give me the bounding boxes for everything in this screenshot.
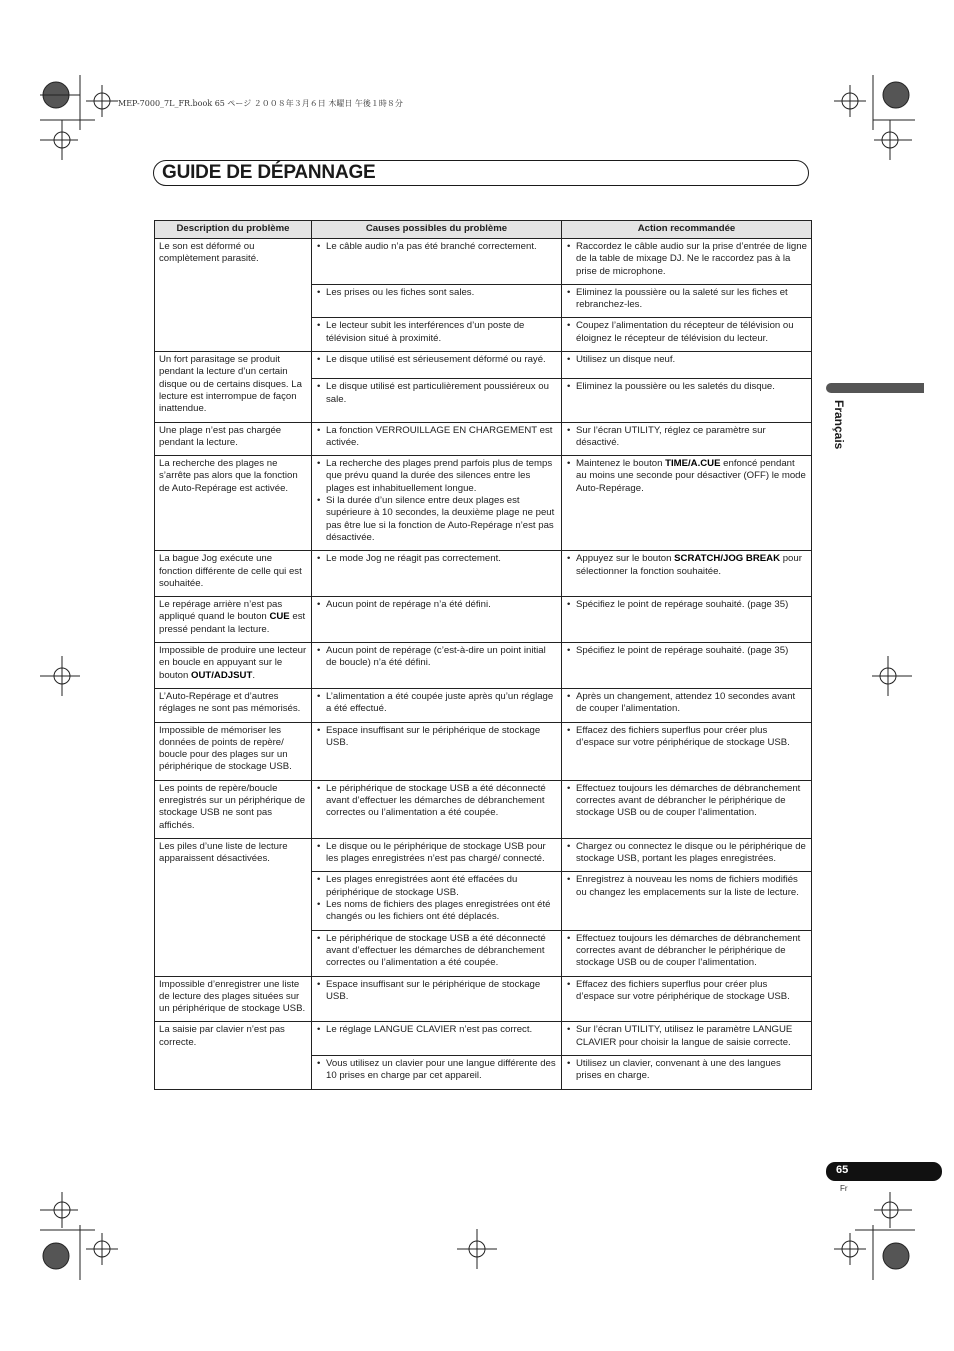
action-cell	[562, 284, 812, 318]
troubleshooting-table	[154, 220, 812, 1090]
action-item: • Effectuez toujours les démarches de débranchement correctes avant de débrancher le périphérique de stockage USB ou de couper l’alimentation.	[566, 933, 807, 970]
section-title-bar	[153, 160, 809, 186]
problem-description: Le son est déformé ou complètement parasité.	[155, 239, 312, 352]
table-row	[155, 597, 812, 643]
table-row	[155, 688, 812, 722]
cause-item: • Si la durée d’un silence entre deux plages est supérieure à 10 secondes, la deuxième plage ne peut pas être lue si la fonction de Auto-Repérage n’est pas désactivée.	[316, 495, 557, 544]
cause-cell	[312, 597, 562, 643]
table-row	[155, 643, 812, 689]
button-name: CUE	[269, 611, 290, 623]
cause-cell	[312, 722, 562, 780]
cause-cell	[312, 352, 562, 379]
cause-cell	[312, 318, 562, 352]
cause-item: • Les plages enregistrées aont été effacées du périphérique de stockage USB.	[316, 874, 557, 899]
desc-text: .	[252, 669, 255, 681]
action-item: • Sur l’écran UTILITY, réglez ce paramètre sur désactivé.	[566, 425, 807, 450]
language-label-text: Français	[832, 400, 846, 450]
crosshair-icon	[54, 668, 70, 684]
table-row	[155, 838, 812, 872]
desc-text: Le repérage arrière n’est pas appliqué quand le bouton	[159, 599, 283, 623]
problem-description: L’Auto-Repérage et d’autres réglages ne sont pas mémorisés.	[155, 688, 312, 722]
action-item	[566, 553, 807, 578]
problem-description: La saisie par clavier n’est pas correcte.	[155, 1022, 312, 1089]
cause-cell	[312, 379, 562, 422]
button-name: SCRATCH/JOG BREAK	[674, 553, 781, 565]
cause-item: • Espace insuffisant sur le périphérique de stockage USB.	[316, 725, 557, 750]
page-language-code: Fr	[840, 1184, 848, 1193]
crosshair-icon	[882, 132, 898, 148]
action-item: • Spécifiez le point de repérage souhaité. (page 35)	[566, 645, 807, 657]
action-item: • Utilisez un clavier, convenant à une des langues prises en charge.	[566, 1058, 807, 1083]
action-cell	[562, 722, 812, 780]
cause-item: • La recherche des plages prend parfois plus de temps que prévu quand la durée des silences entre les plages est inhabituellement longue.	[316, 458, 557, 495]
action-cell	[562, 379, 812, 422]
table-row	[155, 976, 812, 1022]
action-cell	[562, 597, 812, 643]
action-cell	[562, 688, 812, 722]
register-disc-icon	[883, 1243, 909, 1269]
cause-cell	[312, 422, 562, 456]
cause-item: • Aucun point de repérage n’a été défini.	[316, 599, 557, 611]
crosshair-icon	[842, 1241, 858, 1257]
crosshair-icon	[94, 1241, 110, 1257]
cause-cell	[312, 551, 562, 597]
action-cell	[562, 780, 812, 838]
cause-cell	[312, 930, 562, 976]
cause-cell	[312, 780, 562, 838]
crosshair-icon	[880, 668, 896, 684]
action-text: Appuyez sur le bouton	[576, 553, 675, 565]
problem-description: La bague Jog exécute une fonction différente de celle qui est souhaitée.	[155, 551, 312, 597]
action-text: enfoncé pendant au moins une seconde pour désactiver (OFF) le mode Auto-Repérage.	[576, 458, 806, 494]
action-cell	[562, 838, 812, 872]
desc-text: est pressé pendant la lecture.	[159, 611, 306, 635]
cause-item: • Le disque utilisé est particulièrement poussiéreux ou sale.	[316, 381, 557, 406]
action-item: • Eliminez la poussière ou les saletés du disque.	[566, 381, 807, 393]
action-item: • Après un changement, attendez 10 secondes avant de couper l’alimentation.	[566, 691, 807, 716]
column-header: Action recommandée	[562, 221, 812, 239]
table-row	[155, 422, 812, 456]
table-row	[155, 1022, 812, 1056]
button-name: OUT/ADJSUT	[191, 669, 253, 681]
language-tab	[826, 383, 924, 393]
cause-cell	[312, 1056, 562, 1090]
crosshair-icon	[54, 132, 70, 148]
cause-item: • Les noms de fichiers des plages enregistrées ont été changés ou les fichiers ont été déplacés.	[316, 899, 557, 924]
action-cell	[562, 352, 812, 379]
table-header-row	[155, 221, 812, 239]
cause-cell	[312, 1022, 562, 1056]
action-cell	[562, 1056, 812, 1090]
action-cell	[562, 976, 812, 1022]
action-cell	[562, 872, 812, 930]
column-header: Description du problème	[155, 221, 312, 239]
crosshair-icon	[94, 93, 110, 109]
cause-item: • L’alimentation a été coupée juste après qu’un réglage a été effectué.	[316, 691, 557, 716]
action-cell	[562, 239, 812, 285]
cause-item: • Espace insuffisant sur le périphérique de stockage USB.	[316, 979, 557, 1004]
cause-cell	[312, 872, 562, 930]
cause-item: • La fonction VERROUILLAGE EN CHARGEMENT est activée.	[316, 425, 557, 450]
action-item: • Enregistrez à nouveau les noms de fichiers modifiés ou changez les emplacements sur la liste de lecture.	[566, 874, 807, 899]
button-name: TIME/A.CUE	[665, 458, 721, 470]
action-item	[566, 458, 807, 495]
cause-cell	[312, 239, 562, 285]
cause-item: • Le lecteur subit les interférences d’un poste de télévision situé à proximité.	[316, 320, 557, 345]
cause-item: • Le réglage LANGUE CLAVIER n’est pas correct.	[316, 1024, 557, 1036]
cause-cell	[312, 838, 562, 872]
cause-item: • Le périphérique de stockage USB a été déconnecté avant d’effectuer les démarches de débranchement correctes ou l’alimentation a été coupée.	[316, 933, 557, 970]
action-item: • Effacez des fichiers superflus pour créer plus d’espace sur votre périphérique de stockage USB.	[566, 725, 807, 750]
cause-cell	[312, 643, 562, 689]
action-item: • Chargez ou connectez le disque ou le périphérique de stockage USB, portant les plages enregistrées.	[566, 841, 807, 866]
action-cell	[562, 422, 812, 456]
problem-description: Impossible d’enregistrer une liste de lecture des plages situées sur un périphérique de stockage USB.	[155, 976, 312, 1022]
cause-cell	[312, 976, 562, 1022]
action-text: pour sélectionner la fonction souhaitée.	[576, 553, 802, 577]
table-row	[155, 456, 812, 551]
action-text: Maintenez le bouton	[576, 458, 666, 470]
cause-item: • Le périphérique de stockage USB a été déconnecté avant d’effectuer les démarches de débranchement correctes ou l’alimentation a été coupée.	[316, 783, 557, 820]
problem-description: Un fort parasitage se produit pendant la lecture d’un certain disque ou de certains disques. La lecture est interrompue de façon inattendue.	[155, 352, 312, 422]
page-number-badge	[826, 1162, 942, 1181]
language-label	[826, 400, 852, 470]
action-cell	[562, 1022, 812, 1056]
action-item: • Coupez l’alimentation du récepteur de télévision ou éloignez le récepteur de télévision du lecteur.	[566, 320, 807, 345]
problem-description: Impossible de mémoriser les données de points de repère/ boucle pour des plages sur un périphérique de stockage USB.	[155, 722, 312, 780]
action-cell	[562, 318, 812, 352]
table-row	[155, 780, 812, 838]
action-item: • Raccordez le câble audio sur la prise d’entrée de ligne de la table de mixage DJ. Ne le raccordez pas à la prise de microphone.	[566, 241, 807, 278]
problem-description: La recherche des plages ne s’arrête pas alors que la fonction de Auto-Repérage est activée.	[155, 456, 312, 551]
action-cell	[562, 456, 812, 551]
cause-cell	[312, 688, 562, 722]
action-item: • Eliminez la poussière ou la saleté sur les fiches et rebranchez-les.	[566, 287, 807, 312]
cause-item: • Le câble audio n’a pas été branché correctement.	[316, 241, 557, 253]
crosshair-icon	[54, 1202, 70, 1218]
register-disc-icon	[43, 82, 69, 108]
cause-item: • Vous utilisez un clavier pour une langue différente des 10 prises en charge par cet appareil.	[316, 1058, 557, 1083]
cause-item: • Le disque utilisé est sérieusement déformé ou rayé.	[316, 354, 557, 366]
desc-text: Impossible de produire une lecteur en boucle en appuyant sur le bouton	[159, 645, 307, 681]
problem-description: Les points de repère/boucle enregistrés sur un périphérique de stockage USB ne sont pas affichés.	[155, 780, 312, 838]
crosshair-icon	[469, 1241, 485, 1257]
page-title: GUIDE DE DÉPANNAGE	[162, 162, 376, 183]
action-cell	[562, 551, 812, 597]
action-item: • Spécifiez le point de repérage souhaité. (page 35)	[566, 599, 807, 611]
cause-cell	[312, 456, 562, 551]
table-row	[155, 551, 812, 597]
action-item: • Sur l’écran UTILITY, utilisez le paramètre LANGUE CLAVIER pour choisir la langue de saisie correcte.	[566, 1024, 807, 1049]
page-number: 65	[836, 1164, 849, 1176]
problem-description: Une plage n’est pas chargée pendant la lecture.	[155, 422, 312, 456]
cause-item: • Le mode Jog ne réagit pas correctement.	[316, 553, 557, 565]
crosshair-icon	[882, 1202, 898, 1218]
cause-cell	[312, 284, 562, 318]
action-item: • Effacez des fichiers superflus pour créer plus d’espace sur votre périphérique de stockage USB.	[566, 979, 807, 1004]
register-disc-icon	[883, 82, 909, 108]
table-row	[155, 722, 812, 780]
cause-item: • Le disque ou le périphérique de stockage USB pour les plages enregistrées n’est pas chargé/ connecté.	[316, 841, 557, 866]
print-header: MEP-7000_7L_FR.book 65 ページ ２００８年３月６日 木曜日 午後１時８分	[118, 99, 403, 108]
crosshair-icon	[842, 93, 858, 109]
action-item: • Effectuez toujours les démarches de débranchement correctes avant de débrancher le périphérique de stockage USB ou de couper l’alimentation.	[566, 783, 807, 820]
action-cell	[562, 930, 812, 976]
column-header: Causes possibles du problème	[312, 221, 562, 239]
action-cell	[562, 643, 812, 689]
problem-description: Les piles d’une liste de lecture apparaissent désactivées.	[155, 838, 312, 976]
action-item: • Utilisez un disque neuf.	[566, 354, 807, 366]
table-row	[155, 352, 812, 379]
table-row	[155, 239, 812, 285]
problem-description	[155, 643, 312, 689]
register-disc-icon	[43, 1243, 69, 1269]
cause-item: • Les prises ou les fiches sont sales.	[316, 287, 557, 299]
problem-description	[155, 597, 312, 643]
cause-item: • Aucun point de repérage (c’est-à-dire un point initial de boucle) n’a été défini.	[316, 645, 557, 670]
